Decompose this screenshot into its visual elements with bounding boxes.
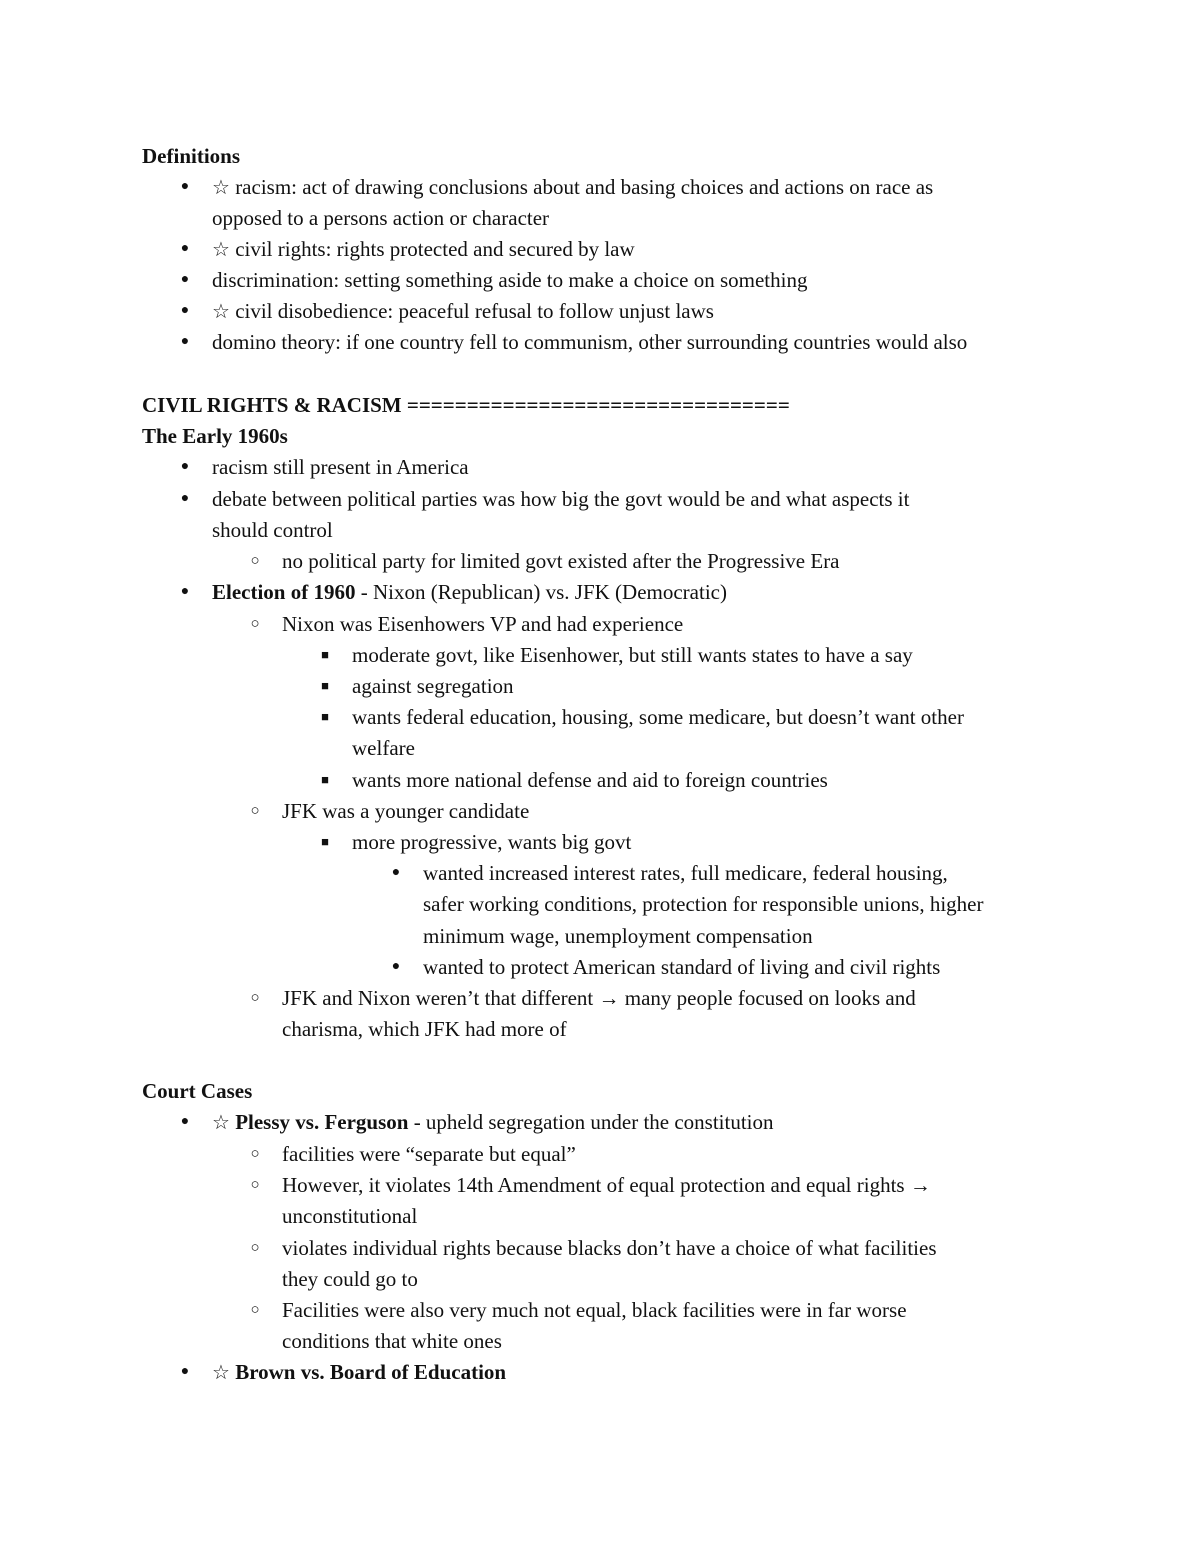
bullet-circle: ○: [250, 616, 260, 632]
star-icon: ☆: [212, 301, 230, 323]
definition-racism: ☆ racism: act of drawing conclusions about and basing choices and actions on race as: [212, 175, 934, 199]
nixon-point: moderate govt, like Eisenhower, but still wants states to have a say: [352, 643, 913, 667]
bullet-square: ■: [321, 834, 329, 849]
star-icon: ☆: [212, 1362, 230, 1384]
bullet-circle: ○: [250, 553, 260, 569]
jfk-progressive-line: more progressive, wants big govt: [352, 830, 632, 854]
star-icon: ☆: [212, 177, 230, 199]
nixon-point-cont: welfare: [352, 736, 415, 760]
plessy-point: violates individual rights because blacks don’t have a choice of what facilities: [282, 1236, 937, 1260]
plessy-point: facilities were “separate but equal”: [282, 1142, 576, 1166]
plessy-point-cont: they could go to: [282, 1267, 418, 1291]
bullet-dot: ●: [180, 584, 190, 599]
bullet-circle: ○: [250, 1240, 260, 1256]
plessy-line: ☆ Plessy vs. Ferguson - upheld segregation under the constitution: [212, 1110, 774, 1134]
brown-line: ☆ Brown vs. Board of Education: [212, 1360, 507, 1384]
bullet-square: ■: [321, 678, 329, 693]
election-1960-line: Election of 1960 - Nixon (Republican) vs. JFK (Democratic): [212, 580, 727, 604]
bullet-square: ■: [321, 772, 329, 787]
civil-rights-heading: CIVIL RIGHTS & RACISM ================================: [142, 393, 790, 417]
definition-civil-disobedience: ☆ civil disobedience: peaceful refusal to follow unjust laws: [212, 299, 714, 323]
early-1960s-heading: The Early 1960s: [142, 424, 288, 448]
plessy-point-cont: conditions that white ones: [282, 1329, 502, 1353]
nixon-point: wants federal education, housing, some medicare, but doesn’t want other: [352, 705, 964, 729]
racism-present-line: racism still present in America: [212, 455, 469, 479]
plessy-point: Facilities were also very much not equal, black facilities were in far worse: [282, 1298, 907, 1322]
court-cases-heading: Court Cases: [142, 1079, 253, 1103]
bullet-dot: ●: [180, 459, 190, 474]
bullet-circle: ○: [250, 1146, 260, 1162]
bullet-dot: ●: [180, 334, 190, 349]
bullet-circle: ○: [250, 990, 260, 1006]
bullet-circle: ○: [250, 803, 260, 819]
nixon-point: wants more national defense and aid to foreign countries: [352, 768, 828, 792]
not-different-line-cont: charisma, which JFK had more of: [282, 1017, 567, 1041]
bullet-circle: ○: [250, 1177, 260, 1193]
bullet-dot: ●: [180, 1364, 190, 1379]
nixon-line: Nixon was Eisenhowers VP and had experience: [282, 612, 684, 636]
star-icon: ☆: [212, 1112, 230, 1134]
bullet-dot: ●: [180, 303, 190, 318]
star-icon: ☆: [212, 239, 230, 261]
bullet-square: ■: [321, 647, 329, 662]
not-different-line: JFK and Nixon weren’t that different → many people focused on looks and: [282, 986, 916, 1010]
plessy-point-cont: unconstitutional: [282, 1204, 418, 1228]
no-party-line: no political party for limited govt existed after the Progressive Era: [282, 549, 840, 573]
bullet-dot: ●: [391, 865, 401, 880]
jfk-want-line-cont: safer working conditions, protection for responsible unions, higher: [423, 892, 984, 916]
plessy-point: However, it violates 14th Amendment of equal protection and equal rights →: [282, 1173, 931, 1197]
bullet-dot: ●: [180, 272, 190, 287]
jfk-want-line-cont: minimum wage, unemployment compensation: [423, 924, 813, 948]
debate-line-cont: should control: [212, 518, 333, 542]
bullet-circle: ○: [250, 1302, 260, 1318]
bullet-dot: ●: [391, 959, 401, 974]
jfk-line: JFK was a younger candidate: [282, 799, 530, 823]
jfk-want-line: wanted increased interest rates, full medicare, federal housing,: [423, 861, 948, 885]
bullet-dot: ●: [180, 179, 190, 194]
definition-civil-rights: ☆ civil rights: rights protected and secured by law: [212, 237, 635, 261]
definition-domino-theory: domino theory: if one country fell to communism, other surrounding countries would also: [212, 330, 968, 354]
debate-line: debate between political parties was how big the govt would be and what aspects it: [212, 487, 910, 511]
bullet-dot: ●: [180, 241, 190, 256]
definition-discrimination: discrimination: setting something aside to make a choice on something: [212, 268, 808, 292]
definition-racism-cont: opposed to a persons action or character: [212, 206, 550, 230]
jfk-want-line: wanted to protect American standard of living and civil rights: [423, 955, 941, 979]
bullet-dot: ●: [180, 491, 190, 506]
bullet-dot: ●: [180, 1114, 190, 1129]
nixon-point: against segregation: [352, 674, 514, 698]
bullet-square: ■: [321, 709, 329, 724]
definitions-heading: Definitions: [142, 144, 241, 168]
